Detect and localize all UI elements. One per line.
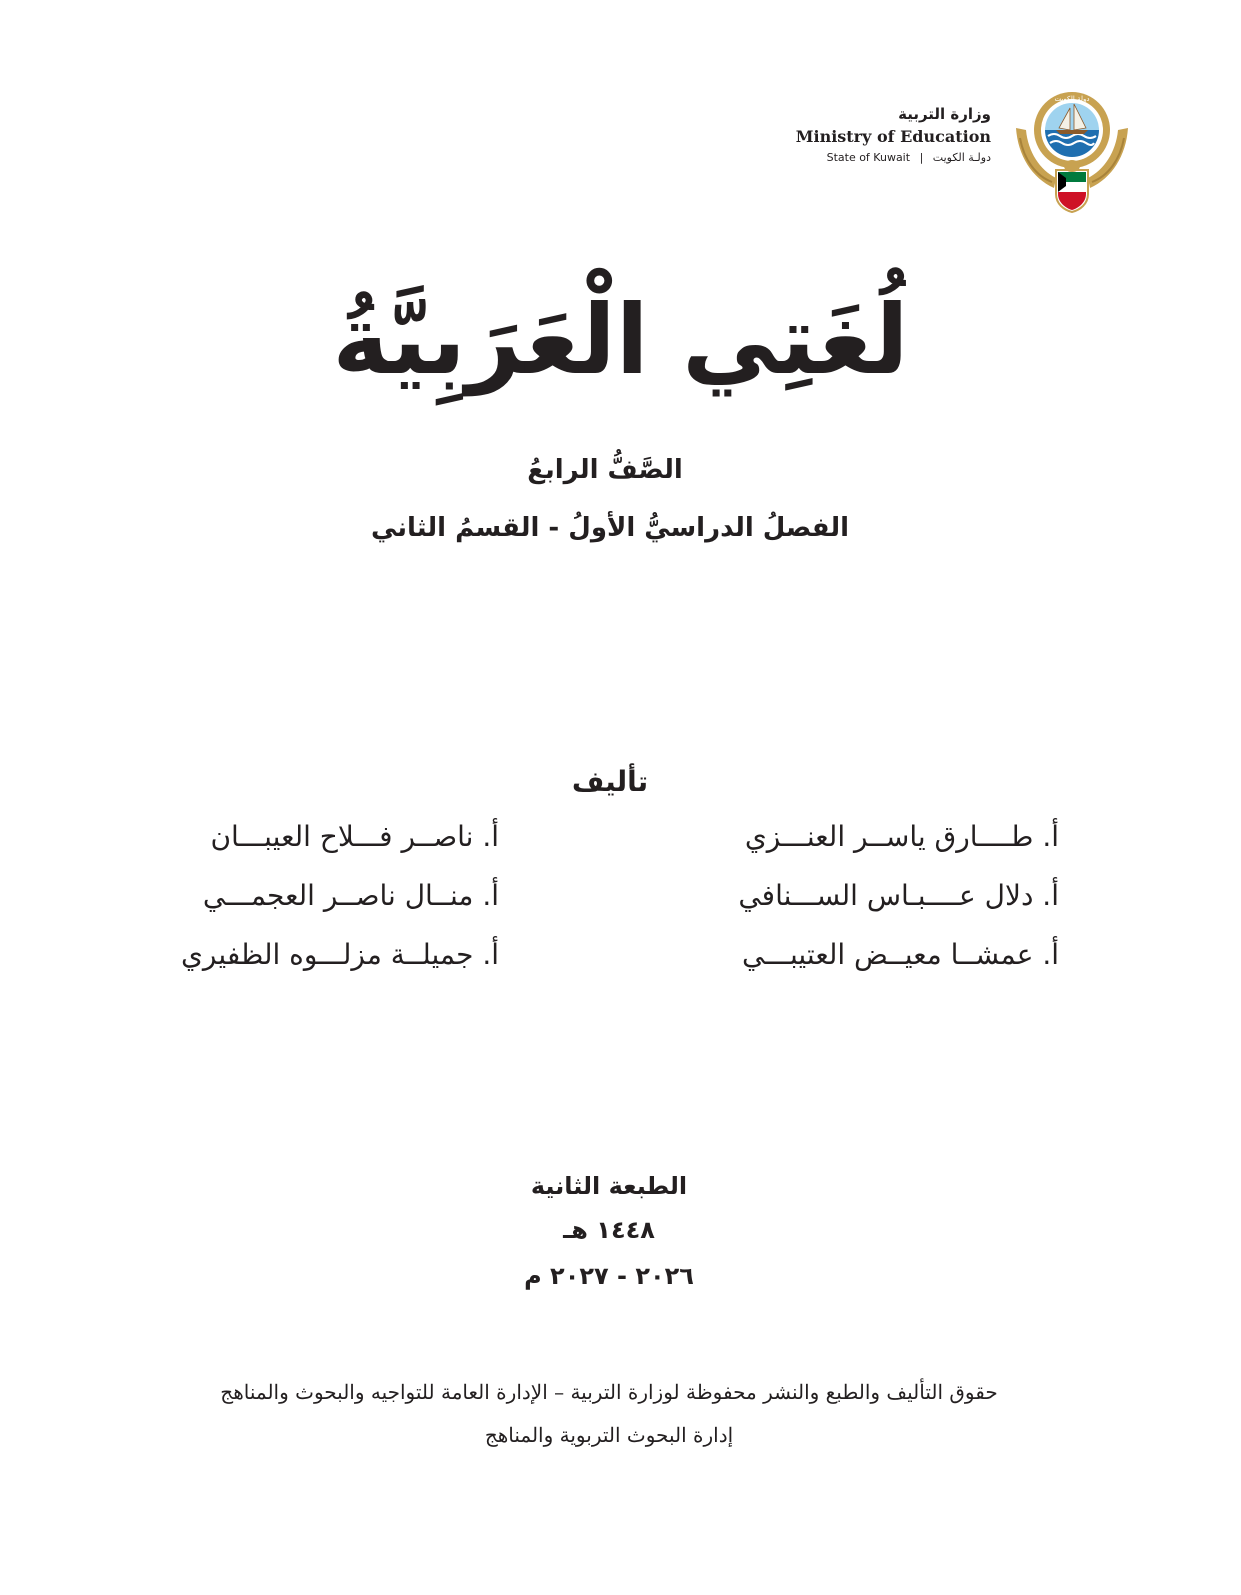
state-line: [661, 149, 991, 167]
authorship-heading: تأليف: [571, 765, 649, 798]
book-title: لُغَتِي الْعَرَبِيَّةُ: [332, 284, 909, 396]
ministry-name-arabic: وزارة التربية: [898, 105, 991, 123]
emblem-ring-text: دولة الكويت: [1054, 95, 1090, 103]
author-name: أ. دلال عــــبـاس الســـنافي: [738, 879, 1059, 912]
gregorian-year: ٢٠٢٦ - ٢٠٢٧ م: [524, 1262, 694, 1290]
semester-label: الفصلُ الدراسيُّ الأولُ - القسمُ الثاني: [370, 513, 850, 543]
copyright-notice: حقوق التأليف والطبع والنشر محفوظة لوزارة التربية – الإدارة العامة للتواجيه والبحوث والمناهج: [220, 1380, 998, 1404]
state-name-arabic: دولـة الكويت: [932, 151, 991, 164]
kuwait-coat-of-arms-icon: [1010, 86, 1134, 214]
ministry-name-english: Ministry of Education: [795, 127, 991, 146]
dhow-hull: [1056, 130, 1088, 134]
edition-label: الطبعة الثانية: [530, 1172, 688, 1200]
author-name: أ. ناصــر فـــلاح العيبـــان: [210, 820, 499, 853]
state-name-english: State of Kuwait: [826, 151, 911, 164]
grade-label: الصَّفُّ الرابعُ: [527, 455, 683, 485]
author-name: أ. عمشــا معيــض العتيبـــي: [742, 938, 1059, 971]
department-name: إدارة البحوث التربوية والمناهج: [484, 1423, 734, 1447]
ministry-header: [661, 104, 991, 167]
hijri-year: ١٤٤٨ هـ: [563, 1216, 655, 1244]
state-separator: |: [919, 151, 924, 164]
author-name: أ. طــــارق ياســر العنـــزي: [744, 820, 1059, 853]
author-name: أ. منــال ناصــر العجمـــي: [202, 879, 499, 912]
author-name: أ. جميلــة مزلـــوه الظفيري: [181, 938, 499, 971]
